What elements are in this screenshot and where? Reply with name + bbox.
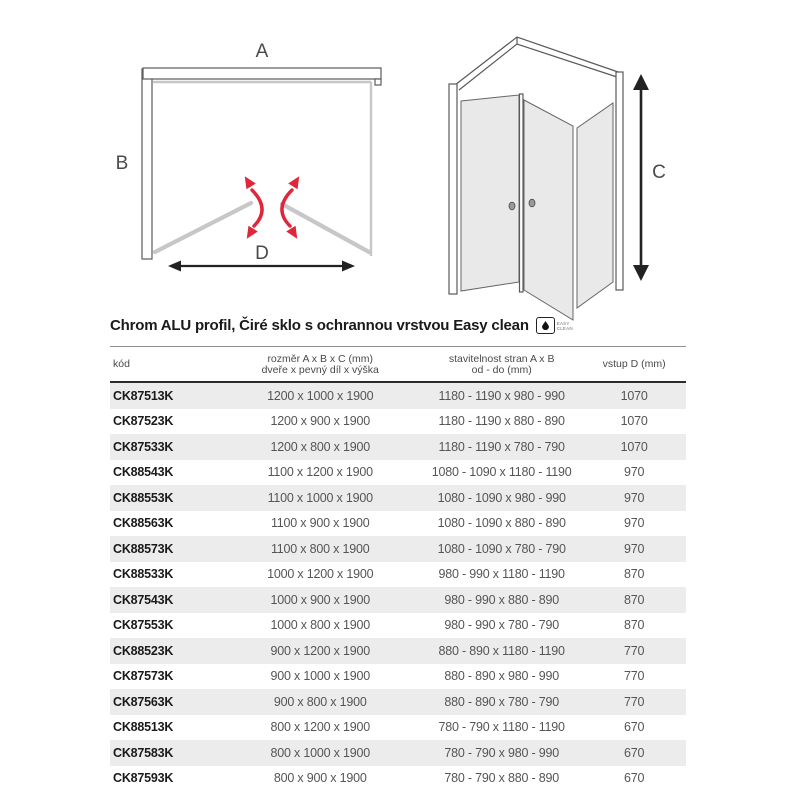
cell-rozmer: 1100 x 1000 x 1900 bbox=[267, 490, 373, 505]
header-kod: kód bbox=[113, 358, 130, 371]
cell-stavitelnost: 1080 - 1090 x 780 - 790 bbox=[437, 541, 566, 556]
title-divider bbox=[110, 346, 686, 347]
cell-vstup: 770 bbox=[624, 694, 645, 709]
cell-kod: CK87553K bbox=[113, 618, 174, 633]
cell-vstup: 670 bbox=[624, 745, 645, 760]
cell-vstup: 970 bbox=[624, 465, 645, 480]
iso-left-profile bbox=[449, 84, 457, 294]
table-body bbox=[110, 383, 686, 791]
table-row bbox=[110, 689, 686, 715]
swing-arrowhead bbox=[240, 173, 256, 189]
table-row bbox=[110, 536, 686, 562]
cell-kod: CK87533K bbox=[113, 439, 174, 454]
cell-rozmer: 1100 x 900 x 1900 bbox=[270, 516, 370, 531]
table-row bbox=[110, 613, 686, 639]
cell-kod: CK88513K bbox=[113, 720, 174, 735]
cell-vstup: 770 bbox=[624, 643, 645, 658]
cell-rozmer: 900 x 1000 x 1900 bbox=[270, 669, 370, 684]
label-dimension-c: C bbox=[652, 162, 666, 183]
cell-rozmer: 1200 x 1000 x 1900 bbox=[267, 388, 374, 403]
plan-view-diagram bbox=[105, 30, 415, 310]
easy-clean-droplet-icon bbox=[536, 317, 555, 334]
cell-kod: CK87583K bbox=[113, 745, 174, 760]
table-row bbox=[110, 587, 686, 613]
cell-vstup: 970 bbox=[624, 490, 645, 505]
cell-kod: CK88543K bbox=[113, 465, 174, 480]
swing-arrowhead bbox=[242, 226, 258, 242]
iso-view-diagram bbox=[440, 22, 680, 332]
cell-rozmer: 1100 x 1200 x 1900 bbox=[267, 465, 373, 480]
cell-vstup: 1070 bbox=[620, 414, 648, 429]
arrowhead-down bbox=[633, 265, 649, 281]
cell-vstup: 670 bbox=[624, 771, 645, 786]
door-swing-arrow-left bbox=[252, 190, 262, 226]
cell-rozmer: 900 x 800 x 1900 bbox=[273, 694, 367, 709]
label-dimension-d: D bbox=[255, 243, 269, 264]
cell-rozmer: 800 x 1000 x 1900 bbox=[270, 745, 370, 760]
cell-kod: CK88573K bbox=[113, 541, 174, 556]
cell-kod: CK87563K bbox=[113, 694, 174, 709]
plan-top-profile-endcap bbox=[375, 79, 381, 85]
cell-rozmer: 800 x 900 x 1900 bbox=[273, 771, 367, 786]
easy-clean-label: EASY CLEAN bbox=[556, 320, 573, 331]
cell-kod: CK87593K bbox=[113, 771, 174, 786]
arrowhead-left bbox=[168, 261, 181, 272]
cell-stavitelnost: 1080 - 1090 x 1180 - 1190 bbox=[431, 465, 572, 480]
plan-top-profile bbox=[143, 68, 381, 79]
cell-vstup: 1070 bbox=[620, 439, 648, 454]
table-row bbox=[110, 664, 686, 690]
cell-vstup: 870 bbox=[624, 592, 645, 607]
iso-right-profile bbox=[616, 72, 623, 290]
table-row bbox=[110, 562, 686, 588]
cell-kod: CK88533K bbox=[113, 567, 174, 582]
iso-roof-inner bbox=[459, 44, 617, 90]
iso-left-door-glass bbox=[461, 95, 519, 291]
cell-rozmer: 1200 x 900 x 1900 bbox=[270, 414, 370, 429]
table-row bbox=[110, 638, 686, 664]
iso-roof-outer bbox=[455, 37, 621, 85]
iso-side-panel-glass bbox=[577, 103, 613, 308]
header-stavitelnost: stavitelnost stran A x B od - do (mm) bbox=[448, 352, 555, 376]
cell-stavitelnost: 980 - 990 x 780 - 790 bbox=[444, 618, 559, 633]
cell-rozmer: 1200 x 800 x 1900 bbox=[270, 439, 370, 454]
cell-stavitelnost: 1080 - 1090 x 980 - 990 bbox=[437, 490, 566, 505]
cell-stavitelnost: 880 - 890 x 780 - 790 bbox=[444, 694, 559, 709]
table-row bbox=[110, 434, 686, 460]
table-row bbox=[110, 715, 686, 741]
table-row bbox=[110, 511, 686, 537]
cell-vstup: 770 bbox=[624, 669, 645, 684]
cell-vstup: 970 bbox=[624, 541, 645, 556]
cell-stavitelnost: 1180 - 1190 x 780 - 790 bbox=[438, 439, 565, 454]
swing-arrowhead bbox=[286, 226, 302, 242]
title-row bbox=[110, 317, 686, 334]
cell-rozmer: 1000 x 800 x 1900 bbox=[270, 618, 370, 633]
cell-rozmer: 1000 x 900 x 1900 bbox=[270, 592, 370, 607]
cell-kod: CK87543K bbox=[113, 592, 174, 607]
cell-rozmer: 1000 x 1200 x 1900 bbox=[267, 567, 374, 582]
cell-stavitelnost: 880 - 890 x 1180 - 1190 bbox=[438, 643, 565, 658]
cell-vstup: 670 bbox=[624, 720, 645, 735]
iso-open-door-glass bbox=[524, 100, 573, 320]
label-dimension-a: A bbox=[255, 41, 269, 62]
cell-stavitelnost: 880 - 890 x 980 - 990 bbox=[444, 669, 559, 684]
table-row bbox=[110, 766, 686, 792]
cell-stavitelnost: 1080 - 1090 x 880 - 890 bbox=[437, 516, 566, 531]
cell-stavitelnost: 1180 - 1190 x 880 - 890 bbox=[438, 414, 565, 429]
cell-stavitelnost: 780 - 790 x 1180 - 1190 bbox=[438, 720, 565, 735]
spec-table bbox=[110, 349, 686, 791]
cell-stavitelnost: 980 - 990 x 1180 - 1190 bbox=[438, 567, 565, 582]
cell-kod: CK87573K bbox=[113, 669, 174, 684]
cell-stavitelnost: 980 - 990 x 880 - 890 bbox=[444, 592, 559, 607]
iso-hinge-profile bbox=[520, 94, 524, 292]
cell-stavitelnost: 780 - 790 x 980 - 990 bbox=[444, 745, 559, 760]
cell-stavitelnost: 1180 - 1190 x 980 - 990 bbox=[438, 388, 565, 403]
table-row bbox=[110, 409, 686, 435]
cell-kod: CK87523K bbox=[113, 414, 174, 429]
table-header-row bbox=[110, 349, 686, 383]
plan-left-profile bbox=[142, 69, 152, 259]
cell-rozmer: 900 x 1200 x 1900 bbox=[270, 643, 370, 658]
cell-stavitelnost: 780 - 790 x 880 - 890 bbox=[444, 771, 559, 786]
cell-vstup: 1070 bbox=[620, 388, 648, 403]
header-rozmer: rozměr A x B x C (mm) dveře x pevný díl x výška bbox=[261, 352, 379, 376]
cell-rozmer: 1100 x 800 x 1900 bbox=[270, 541, 370, 556]
arrowhead-up bbox=[633, 74, 649, 90]
plan-door-left bbox=[155, 203, 251, 252]
table-row bbox=[110, 460, 686, 486]
door-knob-left bbox=[509, 202, 515, 210]
table-row bbox=[110, 383, 686, 409]
table-row bbox=[110, 740, 686, 766]
cell-vstup: 970 bbox=[624, 516, 645, 531]
cell-vstup: 870 bbox=[624, 618, 645, 633]
header-vstup: vstup D (mm) bbox=[602, 358, 666, 371]
page-title: Chrom ALU profil, Čiré sklo s ochrannou vrstvou Easy clean bbox=[110, 317, 529, 334]
cell-kod: CK87513K bbox=[113, 388, 174, 403]
arrowhead-right bbox=[342, 261, 355, 272]
door-knob-right bbox=[529, 199, 535, 207]
cell-vstup: 870 bbox=[624, 567, 645, 582]
cell-kod: CK88523K bbox=[113, 643, 174, 658]
label-dimension-b: B bbox=[115, 153, 129, 174]
swing-arrowhead bbox=[288, 173, 304, 189]
table-row bbox=[110, 485, 686, 511]
easy-clean-badge bbox=[536, 317, 573, 334]
cell-kod: CK88563K bbox=[113, 516, 174, 531]
cell-rozmer: 800 x 1200 x 1900 bbox=[270, 720, 370, 735]
cell-kod: CK88553K bbox=[113, 490, 174, 505]
